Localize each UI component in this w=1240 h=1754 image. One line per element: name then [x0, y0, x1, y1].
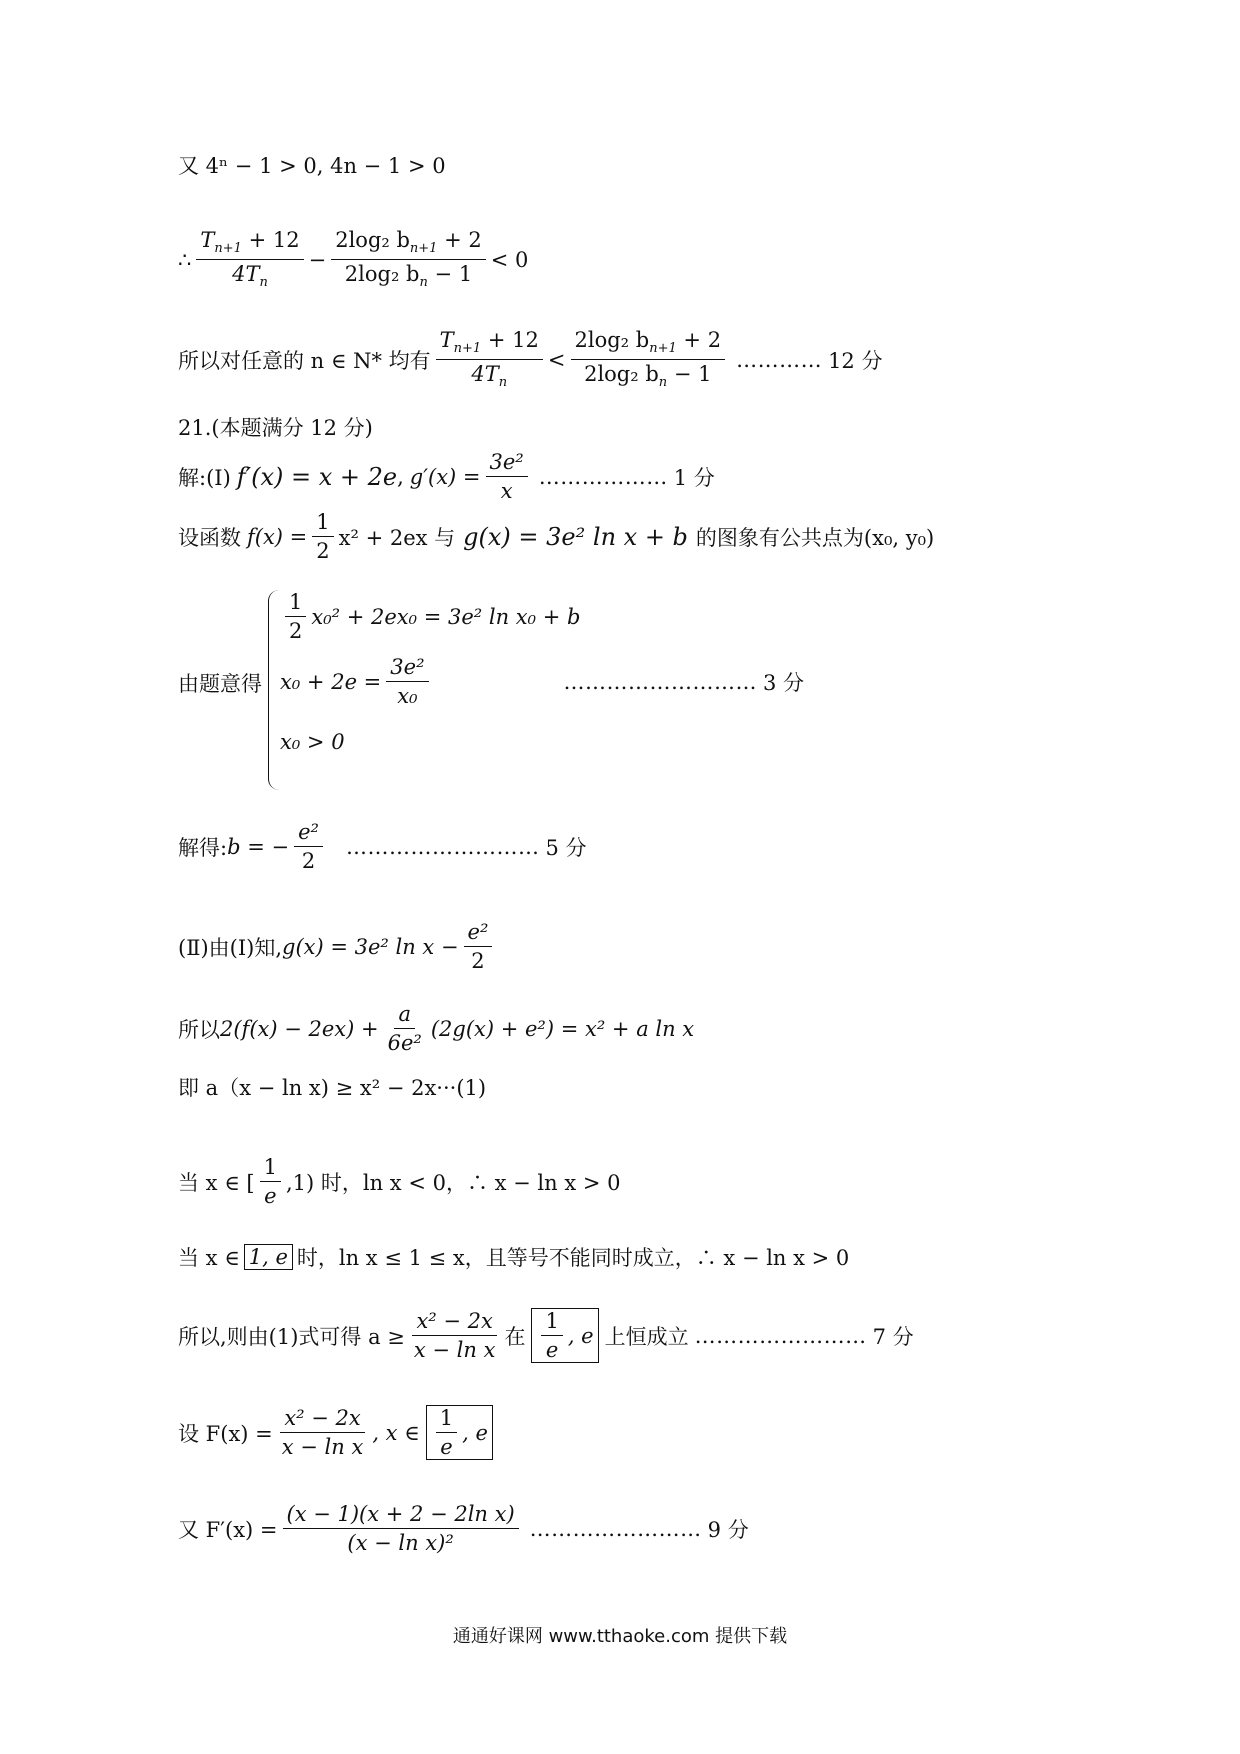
lt-sign: < [547, 347, 566, 372]
dot-leader: ……………………… [345, 834, 540, 859]
line-l8 [178, 820, 586, 873]
text-l11: 即 a（x − ln x) ≥ x² − 2x···(1) [178, 1076, 487, 1100]
sys3: x₀ > 0 [280, 730, 345, 754]
b2-den: 2log₂ b [584, 362, 659, 387]
l9-num: e² [464, 920, 493, 947]
l12-den: e [264, 1184, 277, 1209]
dot-leader: …………………… [529, 1516, 702, 1541]
line-l2 [178, 228, 528, 291]
line-l12 [178, 1155, 621, 1208]
l15-irest: , e [462, 1420, 488, 1445]
interval-bracket [426, 1405, 493, 1460]
b-den-sub: n [419, 275, 428, 291]
l8-den: 2 [301, 849, 316, 874]
text-l15-mid: , x ∈ [372, 1420, 420, 1445]
t2-symbol: T [439, 328, 454, 352]
system-brace [268, 590, 279, 790]
l8-num: e² [294, 820, 323, 847]
text-l14-prefix: 所以,则由(1)式可得 a ≥ [178, 1324, 405, 1349]
text-l13-rest: 时，ln x ≤ 1 ≤ x，且等号不能同时成立，∴ x − ln x > 0 [296, 1246, 850, 1270]
fraction-t [196, 228, 303, 291]
fraction-t2 [436, 328, 543, 391]
text-l6-rest: x² + 2ex 与 [338, 525, 456, 550]
t-den-sub: n [259, 275, 268, 291]
b2-num-rest: + 2 [676, 328, 722, 352]
l6-num: 1 [312, 510, 333, 537]
sys2-left: x₀ + 2e = [280, 669, 382, 694]
sys2-num: 3e² [386, 655, 428, 682]
line-l15 [178, 1405, 499, 1460]
dot-leader: ……………… [538, 464, 668, 489]
b2-den-sub: n [658, 375, 668, 391]
b-num: 2log₂ b [335, 228, 410, 252]
fraction-b2 [571, 328, 726, 391]
score-label: 9 分 [707, 1517, 749, 1542]
score-label: 3 分 [763, 670, 805, 695]
text-l13-prefix: 当 x ∈ [178, 1246, 240, 1270]
line-l14 [178, 1308, 914, 1363]
l14-iden: e [545, 1338, 559, 1363]
fraction-l16 [283, 1502, 519, 1555]
b-value: b = − [227, 834, 290, 859]
sys1-den: 2 [289, 619, 303, 644]
score-label: 1 分 [673, 465, 715, 490]
dot-leader: ………… [736, 347, 823, 372]
line-l9 [178, 920, 497, 973]
sys-label [178, 668, 262, 698]
line-l16 [178, 1502, 749, 1555]
l14-inum: 1 [541, 1309, 562, 1336]
fraction-b [331, 228, 486, 291]
l10-den: 6e² [387, 1031, 422, 1056]
line-l1 [178, 150, 446, 180]
therefore-symbol: ∴ [178, 247, 192, 272]
text-l12-prefix: 当 x ∈ [ [178, 1170, 255, 1195]
g-function: g(x) = 3e² ln x + b [463, 522, 688, 551]
text-l3-prefix: 所以对任意的 n ∈ N* 均有 [178, 348, 431, 373]
l6-den: 2 [316, 539, 330, 564]
l5-den: x [500, 479, 513, 504]
dot-leader: ……………………… [563, 669, 757, 694]
g-derivative: g′(x) = [409, 464, 481, 489]
t-sub: n+1 [214, 241, 242, 257]
l16-den: (x − ln x)² [347, 1531, 454, 1556]
l16-num: (x − 1)(x + 2 − 2ln x) [283, 1502, 519, 1529]
system-label: 由题意得 [178, 672, 262, 696]
text-l6-suffix: 的图象有公共点为(x₀, y₀) [695, 525, 935, 550]
l15-num: x² − 2x [280, 1406, 364, 1433]
fraction-l12 [260, 1155, 281, 1208]
interval-bracket [244, 1244, 293, 1270]
fraction-sys1 [285, 590, 306, 643]
score-label: 7 分 [872, 1324, 914, 1349]
b2-num-sub: n+1 [649, 341, 677, 357]
fraction-l8 [294, 820, 323, 873]
line-l6 [178, 510, 934, 563]
interval-bracket [531, 1308, 598, 1363]
g-expression: g(x) = 3e² ln x − [282, 934, 459, 959]
text-l12-rest: ,1) 时，ln x < 0，∴ x − ln x > 0 [285, 1170, 621, 1195]
text-l6-prefix: 设函数 [178, 525, 241, 550]
l15-den: x − ln x [281, 1435, 364, 1460]
footer-text: 通通好课网 www.tthaoke.com 提供下载 [452, 1626, 788, 1647]
t-symbol: T [200, 228, 215, 252]
t2-sub: n+1 [453, 341, 482, 357]
l14-den: x − ln x [413, 1338, 496, 1363]
fraction-l6 [312, 510, 333, 563]
line-q21-title [178, 412, 373, 442]
b-den: 2log₂ b [344, 262, 420, 287]
t-rest: + 12 [241, 228, 300, 252]
t2-rest: + 12 [481, 328, 539, 352]
b2-den-rest: − 1 [667, 362, 712, 387]
sys-eq2 [280, 655, 804, 708]
b-num-sub: n+1 [409, 241, 438, 257]
line-l10 [178, 1002, 694, 1055]
b-den-rest: − 1 [427, 262, 473, 287]
text-l9-prefix: (Ⅱ)由(Ⅰ)知, [178, 935, 283, 960]
text-l15-prefix: 设 F(x) = [178, 1421, 273, 1446]
f-function: f(x) = [247, 524, 308, 549]
l15-inum: 1 [436, 1406, 457, 1433]
comma: , [397, 464, 404, 489]
fraction-l14-interval [541, 1309, 562, 1362]
l15-iden: e [440, 1435, 453, 1460]
text-l1: 又 4ⁿ − 1 > 0, 4n − 1 > 0 [178, 154, 446, 178]
interval-text: 1, e [248, 1245, 288, 1269]
l10-rest: (2g(x) + e²) = x² + a ln x [430, 1016, 695, 1041]
fraction-l10 [384, 1002, 426, 1055]
dot-leader: …………………… [694, 1323, 867, 1348]
line-l11 [178, 1072, 486, 1102]
b2-num: 2log₂ b [574, 328, 650, 352]
t2-den-sub: n [498, 375, 508, 391]
l10-num: a [394, 1002, 415, 1029]
fraction-sys2 [386, 655, 428, 708]
text-l14-suffix: 上恒成立 [604, 1324, 689, 1349]
l14-irest: , e [567, 1323, 594, 1348]
l10-left: 2(f(x) − 2ex) + [220, 1016, 379, 1041]
fraction-l14 [410, 1309, 500, 1362]
text-l16-prefix: 又 F′(x) = [178, 1517, 278, 1542]
text-l5-prefix: 解:(Ⅰ) [178, 465, 231, 490]
sys1-rest: x₀² + 2ex₀ = 3e² ln x₀ + b [311, 604, 581, 629]
sys1-num: 1 [285, 590, 306, 617]
l14-num: x² − 2x [412, 1309, 496, 1336]
fraction-l9 [464, 920, 493, 973]
fraction-l15-interval [436, 1406, 457, 1459]
minus-sign: − [308, 247, 327, 272]
l5-num: 3e² [486, 450, 528, 477]
sys-eq1 [280, 590, 580, 643]
f-derivative: f′(x) = x + 2e [236, 462, 398, 491]
line-l3 [178, 328, 882, 391]
fraction-l15 [278, 1406, 368, 1459]
score-label: 5 分 [545, 835, 587, 860]
t2-den: 4T [471, 362, 499, 387]
b-num-rest: + 2 [437, 228, 482, 252]
sys-eq3 [280, 730, 345, 754]
text-l10-prefix: 所以 [178, 1017, 220, 1042]
text-l8-prefix: 解得: [178, 835, 228, 860]
score-label: 12 分 [828, 348, 883, 373]
question-title: 21.(本题满分 12 分) [178, 416, 373, 440]
inequality-suffix: < 0 [490, 247, 529, 272]
fraction-l5 [486, 450, 528, 503]
line-l13 [178, 1242, 849, 1272]
text-l14-mid: 在 [504, 1324, 526, 1349]
line-l5 [178, 450, 715, 503]
l9-den: 2 [471, 949, 485, 974]
t-den: 4T [232, 262, 260, 287]
sys2-den: x₀ [397, 684, 418, 709]
l12-num: 1 [260, 1155, 281, 1182]
